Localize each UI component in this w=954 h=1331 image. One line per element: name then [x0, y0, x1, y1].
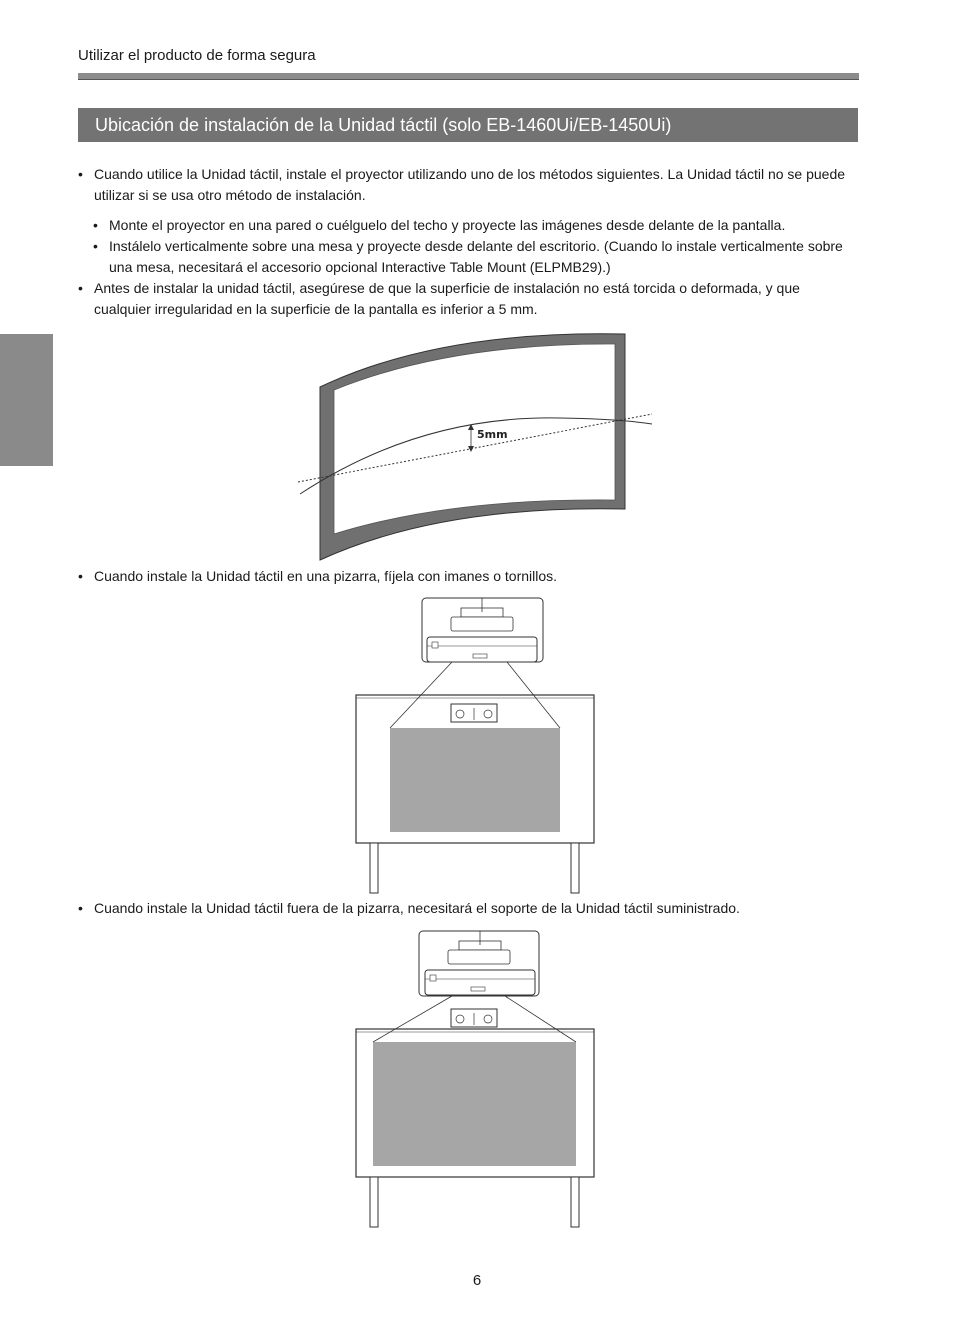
running-header: Utilizar el producto de forma segura [78, 47, 316, 64]
stand-leg-left [370, 1177, 378, 1227]
bullet-item: • Cuando instale la Unidad táctil en una pizarra, fíjela con imanes o tornillos. [78, 566, 876, 587]
dimension-label: 5mm [477, 428, 508, 441]
bullet-item: • Cuando utilice la Unidad táctil, instale el proyector utilizando uno de los métodos siguientes. La Unidad táctil no se puede utilizar si se usa otro método de instalación. [78, 164, 860, 206]
bullet-item: • Antes de instalar la unidad táctil, asegúrese de que la superficie de instalación no está torcida o deformada, y que cualquier irregularidad en la superficie de la pantalla es inferior a 5 mm. [78, 278, 860, 320]
projection-area [373, 1042, 576, 1166]
page-number: 6 [472, 1272, 482, 1289]
sub-bullet-item: • Instálelo verticalmente sobre una mesa y proyecte desde delante del escritorio. (Cuando lo instale verticalmente sobre una mesa, necesitará el accesorio opcional Interactive Table Mount (ELPMB29).) [78, 236, 860, 278]
section-title: Ubicación de instalación de la Unidad táctil (solo EB-1460Ui/EB-1450Ui) [78, 108, 858, 142]
bullet-item: • Cuando instale la Unidad táctil fuera de la pizarra, necesitará el soporte de la Unidad táctil suministrado. [78, 898, 876, 919]
sub-bullet-item: • Monte el proyector en una pared o cuélguelo del techo y proyecte las imágenes desde delante de la pantalla. [78, 215, 860, 236]
stand-leg-right [571, 1177, 579, 1227]
